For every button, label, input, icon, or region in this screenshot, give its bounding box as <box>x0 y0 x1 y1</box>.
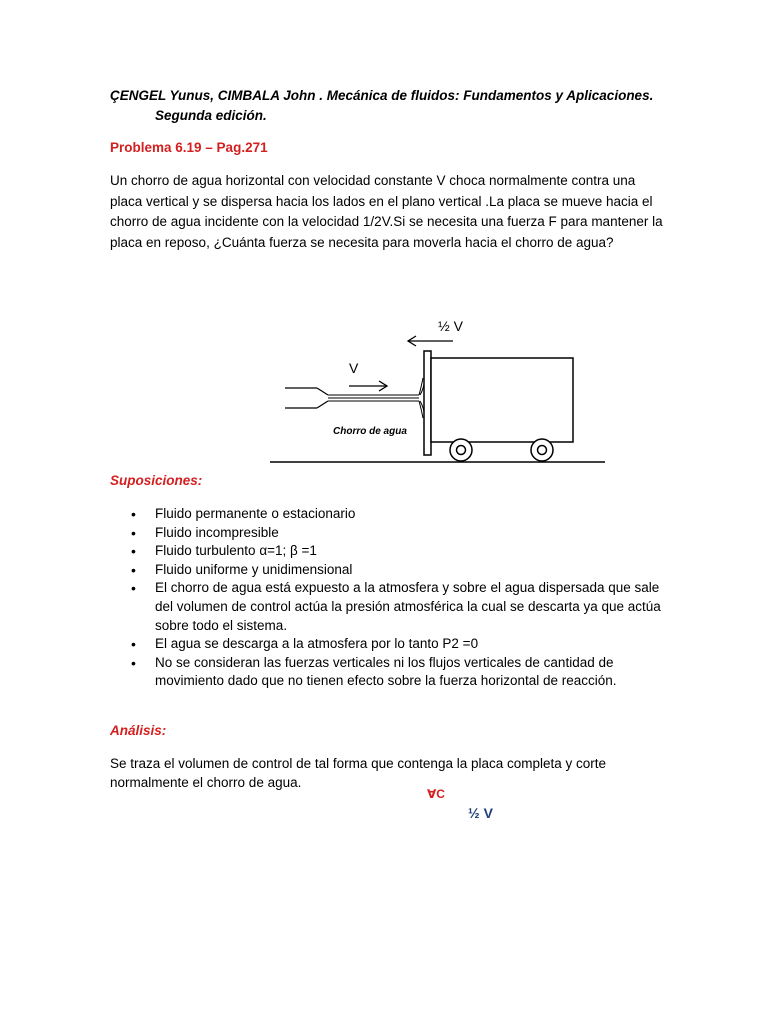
citation-line-1: ÇENGEL Yunus, CIMBALA John . Mecánica de fluidos: Fundamentos y Aplicaciones. <box>110 88 654 103</box>
assumption-item: • Fluido uniforme y unidimensional <box>128 561 668 580</box>
assumption-item: • El chorro de agua está expuesto a la atmosfera y sobre el agua dispersada que sale del volumen de control actúa la presión atmosférica la cual se descarta ya que actúa sobre todo el sistema. <box>128 579 668 635</box>
assumption-item: • Fluido turbulento α=1; β =1 <box>128 542 668 561</box>
book-citation <box>110 86 710 126</box>
plate-velocity-arrow <box>408 336 453 346</box>
assumptions-heading: Suposiciones: <box>110 473 203 488</box>
nozzle <box>285 388 328 408</box>
wheel-front <box>450 439 472 461</box>
problem-statement: Un chorro de agua horizontal con velocidad constante V choca normalmente contra una placa vertical y se dispersa hacia los lados en el plano vertical .La placa se mueve hacia el chorro de agua incidente con la velocidad 1/2V.Si se necesita una fuerza F para mantener la placa en reposo, ¿Cuánta fuerza se necesita para moverla hacia el chorro de agua? <box>110 173 663 250</box>
control-volume-label: ∀C <box>427 787 445 801</box>
analysis-heading: Análisis: <box>110 723 167 738</box>
assumption-item: • El agua se descarga a la atmosfera por lo tanto P2 =0 <box>128 635 668 654</box>
jet-velocity-arrow <box>349 381 387 391</box>
water-jet <box>328 395 419 401</box>
vertical-plate <box>424 351 431 455</box>
jet-caption: Chorro de agua <box>333 426 407 437</box>
assumption-item: • No se consideran las fuerzas verticales ni los flujos verticales de cantidad de movimiento dado que no tienen efecto sobre la fuerza horizontal de reacción. <box>128 654 668 691</box>
wheel-rear <box>531 439 553 461</box>
plate-velocity-label: ½ V <box>438 318 463 334</box>
assumptions-list <box>128 505 668 691</box>
cart-body <box>431 358 573 442</box>
jet-plate-cart-diagram <box>265 310 610 470</box>
problem-title: Problema 6.19 – Pag.271 <box>110 140 268 155</box>
analysis-paragraph: Se traza el volumen de control de tal forma que contenga la placa completa y corte normalmente el chorro de agua. <box>110 756 607 790</box>
citation-line-2: Segunda edición. <box>155 108 267 123</box>
jet-velocity-label: V <box>349 360 359 376</box>
assumption-item: • Fluido incompresible <box>128 524 668 543</box>
assumption-item: • Fluido permanente o estacionario <box>128 505 668 524</box>
half-velocity-label: ½ V <box>468 805 493 821</box>
